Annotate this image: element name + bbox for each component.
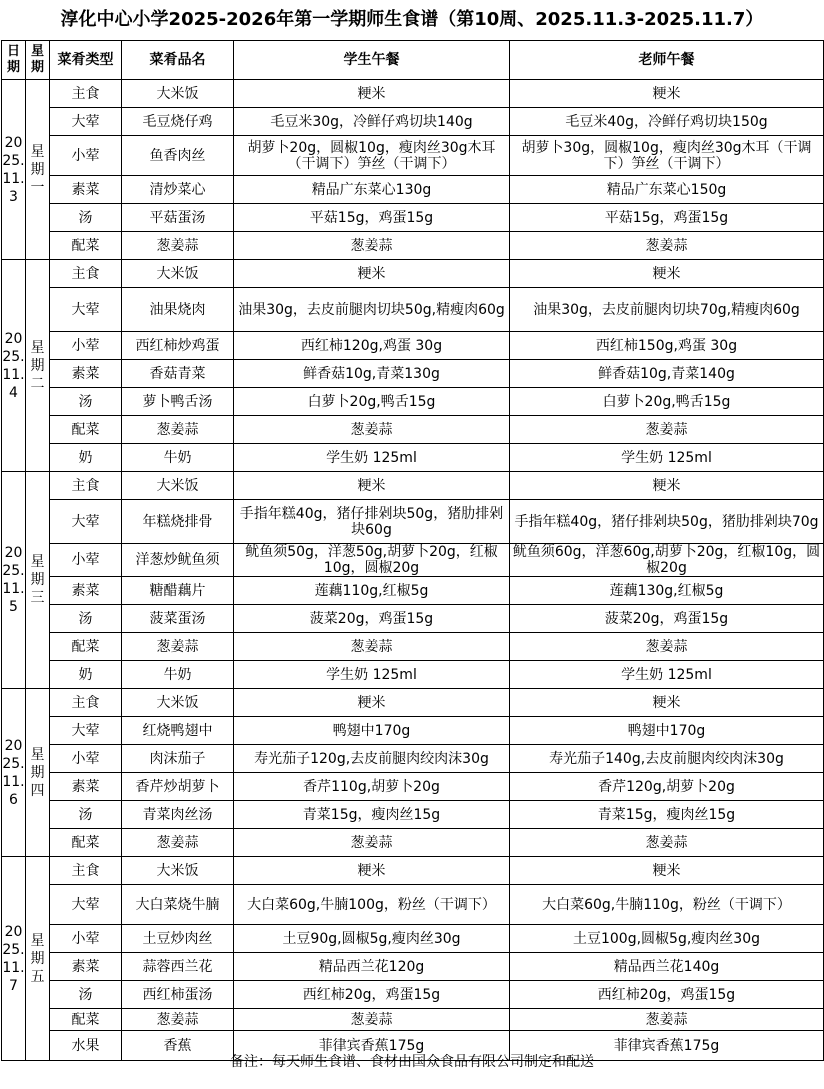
- weekday-cell: 星期五: [26, 857, 50, 1061]
- student-lunch-cell: 粳米: [234, 472, 510, 500]
- dish-name-cell: 西红柿蛋汤: [122, 981, 234, 1009]
- dish-name-cell: 平菇蛋汤: [122, 204, 234, 232]
- dish-type-cell: 汤: [50, 388, 122, 416]
- dish-type-cell: 配菜: [50, 633, 122, 661]
- teacher-lunch-cell: 葱姜蒜: [510, 633, 824, 661]
- teacher-lunch-cell: 鱿鱼须60g，洋葱60g,胡萝卜20g，红椒10g，圆椒20g: [510, 544, 824, 577]
- dish-name-cell: 大米饭: [122, 80, 234, 108]
- menu-row: [2, 260, 824, 288]
- dish-name-cell: 蒜蓉西兰花: [122, 953, 234, 981]
- weekday-cell: 星期四: [26, 689, 50, 857]
- menu-row: [2, 288, 824, 332]
- menu-row: [2, 633, 824, 661]
- page-title: 淳化中心小学2025-2026年第一学期师生食谱（第10周、2025.11.3-2025.11.7）: [60, 9, 764, 30]
- student-lunch-cell: 鸭翅中170g: [234, 717, 510, 745]
- dish-name-cell: 葱姜蒜: [122, 232, 234, 260]
- menu-row: [2, 925, 824, 953]
- menu-row: [2, 605, 824, 633]
- student-lunch-cell: 葱姜蒜: [234, 416, 510, 444]
- teacher-lunch-cell: 学生奶 125ml: [510, 444, 824, 472]
- student-lunch-cell: 香芹110g,胡萝卜20g: [234, 773, 510, 801]
- header-date: 日期: [2, 41, 26, 80]
- dish-type-cell: 小荤: [50, 136, 122, 176]
- dish-name-cell: 香蕉: [122, 1031, 234, 1061]
- dish-type-cell: 小荤: [50, 925, 122, 953]
- menu-row: [2, 885, 824, 925]
- teacher-lunch-cell: 菠菜20g，鸡蛋15g: [510, 605, 824, 633]
- dish-type-cell: 汤: [50, 204, 122, 232]
- dish-type-cell: 配菜: [50, 1009, 122, 1031]
- dish-name-cell: 青菜肉丝汤: [122, 801, 234, 829]
- student-lunch-cell: 菲律宾香蕉175g: [234, 1031, 510, 1061]
- student-lunch-cell: 粳米: [234, 857, 510, 885]
- dish-name-cell: 牛奶: [122, 661, 234, 689]
- menu-row: [2, 773, 824, 801]
- teacher-lunch-cell: 平菇15g，鸡蛋15g: [510, 204, 824, 232]
- menu-row: [2, 388, 824, 416]
- dish-type-cell: 小荤: [50, 332, 122, 360]
- teacher-lunch-cell: 粳米: [510, 857, 824, 885]
- dish-name-cell: 西红柿炒鸡蛋: [122, 332, 234, 360]
- dish-type-cell: 大荤: [50, 500, 122, 544]
- student-lunch-cell: 手指年糕40g，猪仔排剁块50g，猪肋排剁块60g: [234, 500, 510, 544]
- menu-row: [2, 953, 824, 981]
- teacher-lunch-cell: 菲律宾香蕉175g: [510, 1031, 824, 1061]
- dish-name-cell: 肉沫茄子: [122, 745, 234, 773]
- menu-row: [2, 500, 824, 544]
- dish-name-cell: 大米饭: [122, 857, 234, 885]
- student-lunch-cell: 粳米: [234, 80, 510, 108]
- dish-type-cell: 大荤: [50, 108, 122, 136]
- menu-row: [2, 204, 824, 232]
- student-lunch-cell: 鲜香菇10g,青菜130g: [234, 360, 510, 388]
- teacher-lunch-cell: 学生奶 125ml: [510, 661, 824, 689]
- student-lunch-cell: 寿光茄子120g,去皮前腿肉绞肉沫30g: [234, 745, 510, 773]
- teacher-lunch-cell: 粳米: [510, 472, 824, 500]
- dish-name-cell: 萝卜鸭舌汤: [122, 388, 234, 416]
- menu-row: [2, 829, 824, 857]
- dish-type-cell: 小荤: [50, 745, 122, 773]
- teacher-lunch-cell: 鲜香菇10g,青菜140g: [510, 360, 824, 388]
- student-lunch-cell: 毛豆米30g，冷鲜仔鸡切块140g: [234, 108, 510, 136]
- dish-name-cell: 大米饭: [122, 260, 234, 288]
- header-teacher-lunch: 老师午餐: [510, 41, 824, 80]
- dish-name-cell: 香菇青菜: [122, 360, 234, 388]
- dish-type-cell: 素菜: [50, 577, 122, 605]
- header-dish-name: 菜肴品名: [122, 41, 234, 80]
- menu-row: [2, 577, 824, 605]
- menu-table: [1, 40, 824, 1061]
- menu-row: [2, 108, 824, 136]
- student-lunch-cell: 葱姜蒜: [234, 633, 510, 661]
- header-weekday: 星期: [26, 41, 50, 80]
- teacher-lunch-cell: 莲藕130g,红椒5g: [510, 577, 824, 605]
- teacher-lunch-cell: 鸭翅中170g: [510, 717, 824, 745]
- menu-body: [2, 80, 824, 1061]
- dish-type-cell: 奶: [50, 661, 122, 689]
- dish-name-cell: 土豆炒肉丝: [122, 925, 234, 953]
- teacher-lunch-cell: 粳米: [510, 260, 824, 288]
- menu-row: [2, 360, 824, 388]
- student-lunch-cell: 精品西兰花120g: [234, 953, 510, 981]
- dish-type-cell: 大荤: [50, 288, 122, 332]
- dish-type-cell: 主食: [50, 472, 122, 500]
- dish-type-cell: 素菜: [50, 176, 122, 204]
- header-dish-type: 菜肴类型: [50, 41, 122, 80]
- teacher-lunch-cell: 大白菜60g,牛腩110g，粉丝（干调下）: [510, 885, 824, 925]
- date-cell: 2025.11.3: [2, 80, 26, 260]
- date-cell: 2025.11.7: [2, 857, 26, 1061]
- student-lunch-cell: 葱姜蒜: [234, 1009, 510, 1031]
- teacher-lunch-cell: 西红柿20g，鸡蛋15g: [510, 981, 824, 1009]
- student-lunch-cell: 胡萝卜20g，圆椒10g，瘦肉丝30g木耳（干调下）笋丝（干调下）: [234, 136, 510, 176]
- student-lunch-cell: 粳米: [234, 689, 510, 717]
- weekday-cell: 星期一: [26, 80, 50, 260]
- student-lunch-cell: 精品广东菜心130g: [234, 176, 510, 204]
- dish-name-cell: 糖醋藕片: [122, 577, 234, 605]
- dish-type-cell: 奶: [50, 444, 122, 472]
- dish-name-cell: 年糕烧排骨: [122, 500, 234, 544]
- dish-name-cell: 毛豆烧仔鸡: [122, 108, 234, 136]
- dish-type-cell: 素菜: [50, 953, 122, 981]
- dish-name-cell: 油果烧肉: [122, 288, 234, 332]
- menu-row: [2, 544, 824, 577]
- menu-row: [2, 444, 824, 472]
- teacher-lunch-cell: 香芹120g,胡萝卜20g: [510, 773, 824, 801]
- dish-type-cell: 配菜: [50, 416, 122, 444]
- dish-type-cell: 汤: [50, 981, 122, 1009]
- dish-type-cell: 汤: [50, 605, 122, 633]
- dish-name-cell: 菠菜蛋汤: [122, 605, 234, 633]
- dish-type-cell: 水果: [50, 1031, 122, 1061]
- menu-row: [2, 332, 824, 360]
- dish-type-cell: 主食: [50, 260, 122, 288]
- teacher-lunch-cell: 粳米: [510, 80, 824, 108]
- dish-type-cell: 小荤: [50, 544, 122, 577]
- dish-name-cell: 大米饭: [122, 472, 234, 500]
- teacher-lunch-cell: 青菜15g，瘦肉丝15g: [510, 801, 824, 829]
- dish-name-cell: 大白菜烧牛腩: [122, 885, 234, 925]
- dish-name-cell: 葱姜蒜: [122, 633, 234, 661]
- student-lunch-cell: 学生奶 125ml: [234, 444, 510, 472]
- weekday-cell: 星期二: [26, 260, 50, 472]
- dish-name-cell: 葱姜蒜: [122, 829, 234, 857]
- student-lunch-cell: 鱿鱼须50g，洋葱50g,胡萝卜20g，红椒10g，圆椒20g: [234, 544, 510, 577]
- menu-row: [2, 801, 824, 829]
- menu-row: [2, 176, 824, 204]
- teacher-lunch-cell: 葱姜蒜: [510, 416, 824, 444]
- menu-row: [2, 416, 824, 444]
- header-row: [2, 41, 824, 80]
- teacher-lunch-cell: 油果30g，去皮前腿肉切块70g,精瘦肉60g: [510, 288, 824, 332]
- student-lunch-cell: 粳米: [234, 260, 510, 288]
- dish-type-cell: 汤: [50, 801, 122, 829]
- student-lunch-cell: 莲藕110g,红椒5g: [234, 577, 510, 605]
- menu-row: [2, 136, 824, 176]
- teacher-lunch-cell: 葱姜蒜: [510, 232, 824, 260]
- dish-type-cell: 主食: [50, 80, 122, 108]
- dish-name-cell: 大米饭: [122, 689, 234, 717]
- student-lunch-cell: 菠菜20g，鸡蛋15g: [234, 605, 510, 633]
- dish-type-cell: 大荤: [50, 885, 122, 925]
- teacher-lunch-cell: 粳米: [510, 689, 824, 717]
- student-lunch-cell: 油果30g，去皮前腿肉切块50g,精瘦肉60g: [234, 288, 510, 332]
- menu-row: [2, 232, 824, 260]
- student-lunch-cell: 葱姜蒜: [234, 829, 510, 857]
- dish-name-cell: 鱼香肉丝: [122, 136, 234, 176]
- dish-type-cell: 主食: [50, 689, 122, 717]
- dish-name-cell: 牛奶: [122, 444, 234, 472]
- dish-name-cell: 葱姜蒜: [122, 1009, 234, 1031]
- menu-row: [2, 689, 824, 717]
- date-cell: 2025.11.5: [2, 472, 26, 689]
- teacher-lunch-cell: 土豆100g,圆椒5g,瘦肉丝30g: [510, 925, 824, 953]
- teacher-lunch-cell: 胡萝卜30g，圆椒10g，瘦肉丝30g木耳（干调下）笋丝（干调下）: [510, 136, 824, 176]
- footer-strip: [0, 1072, 824, 1089]
- dish-type-cell: 素菜: [50, 360, 122, 388]
- menu-row: [2, 717, 824, 745]
- menu-row: [2, 1009, 824, 1031]
- dish-type-cell: 素菜: [50, 773, 122, 801]
- student-lunch-cell: 大白菜60g,牛腩100g，粉丝（干调下）: [234, 885, 510, 925]
- student-lunch-cell: 青菜15g，瘦肉丝15g: [234, 801, 510, 829]
- student-lunch-cell: 平菇15g，鸡蛋15g: [234, 204, 510, 232]
- dish-name-cell: 清炒菜心: [122, 176, 234, 204]
- menu-row: [2, 857, 824, 885]
- header-student-lunch: 学生午餐: [234, 41, 510, 80]
- student-lunch-cell: 学生奶 125ml: [234, 661, 510, 689]
- teacher-lunch-cell: 西红柿150g,鸡蛋 30g: [510, 332, 824, 360]
- dish-name-cell: 香芹炒胡萝卜: [122, 773, 234, 801]
- student-lunch-cell: 西红柿120g,鸡蛋 30g: [234, 332, 510, 360]
- student-lunch-cell: 葱姜蒜: [234, 232, 510, 260]
- teacher-lunch-cell: 葱姜蒜: [510, 1009, 824, 1031]
- teacher-lunch-cell: 毛豆米40g，冷鲜仔鸡切块150g: [510, 108, 824, 136]
- dish-type-cell: 配菜: [50, 232, 122, 260]
- dish-name-cell: 红烧鸭翅中: [122, 717, 234, 745]
- date-cell: 2025.11.4: [2, 260, 26, 472]
- dish-type-cell: 配菜: [50, 829, 122, 857]
- student-lunch-cell: 西红柿20g，鸡蛋15g: [234, 981, 510, 1009]
- dish-name-cell: 洋葱炒鱿鱼须: [122, 544, 234, 577]
- teacher-lunch-cell: 葱姜蒜: [510, 829, 824, 857]
- dish-type-cell: 主食: [50, 857, 122, 885]
- date-cell: 2025.11.6: [2, 689, 26, 857]
- teacher-lunch-cell: 白萝卜20g,鸭舌15g: [510, 388, 824, 416]
- menu-row: [2, 80, 824, 108]
- menu-row: [2, 472, 824, 500]
- menu-row: [2, 981, 824, 1009]
- menu-row: [2, 661, 824, 689]
- footer-note: 备注：每天师生食谱、食材由国众食品有限公司制定和配送: [230, 1054, 594, 1070]
- teacher-lunch-cell: 精品广东菜心150g: [510, 176, 824, 204]
- weekday-cell: 星期三: [26, 472, 50, 689]
- student-lunch-cell: 土豆90g,圆椒5g,瘦肉丝30g: [234, 925, 510, 953]
- dish-name-cell: 葱姜蒜: [122, 416, 234, 444]
- dish-type-cell: 大荤: [50, 717, 122, 745]
- menu-row: [2, 745, 824, 773]
- teacher-lunch-cell: 寿光茄子140g,去皮前腿肉绞肉沫30g: [510, 745, 824, 773]
- teacher-lunch-cell: 精品西兰花140g: [510, 953, 824, 981]
- teacher-lunch-cell: 手指年糕40g，猪仔排剁块50g，猪肋排剁块70g: [510, 500, 824, 544]
- student-lunch-cell: 白萝卜20g,鸭舌15g: [234, 388, 510, 416]
